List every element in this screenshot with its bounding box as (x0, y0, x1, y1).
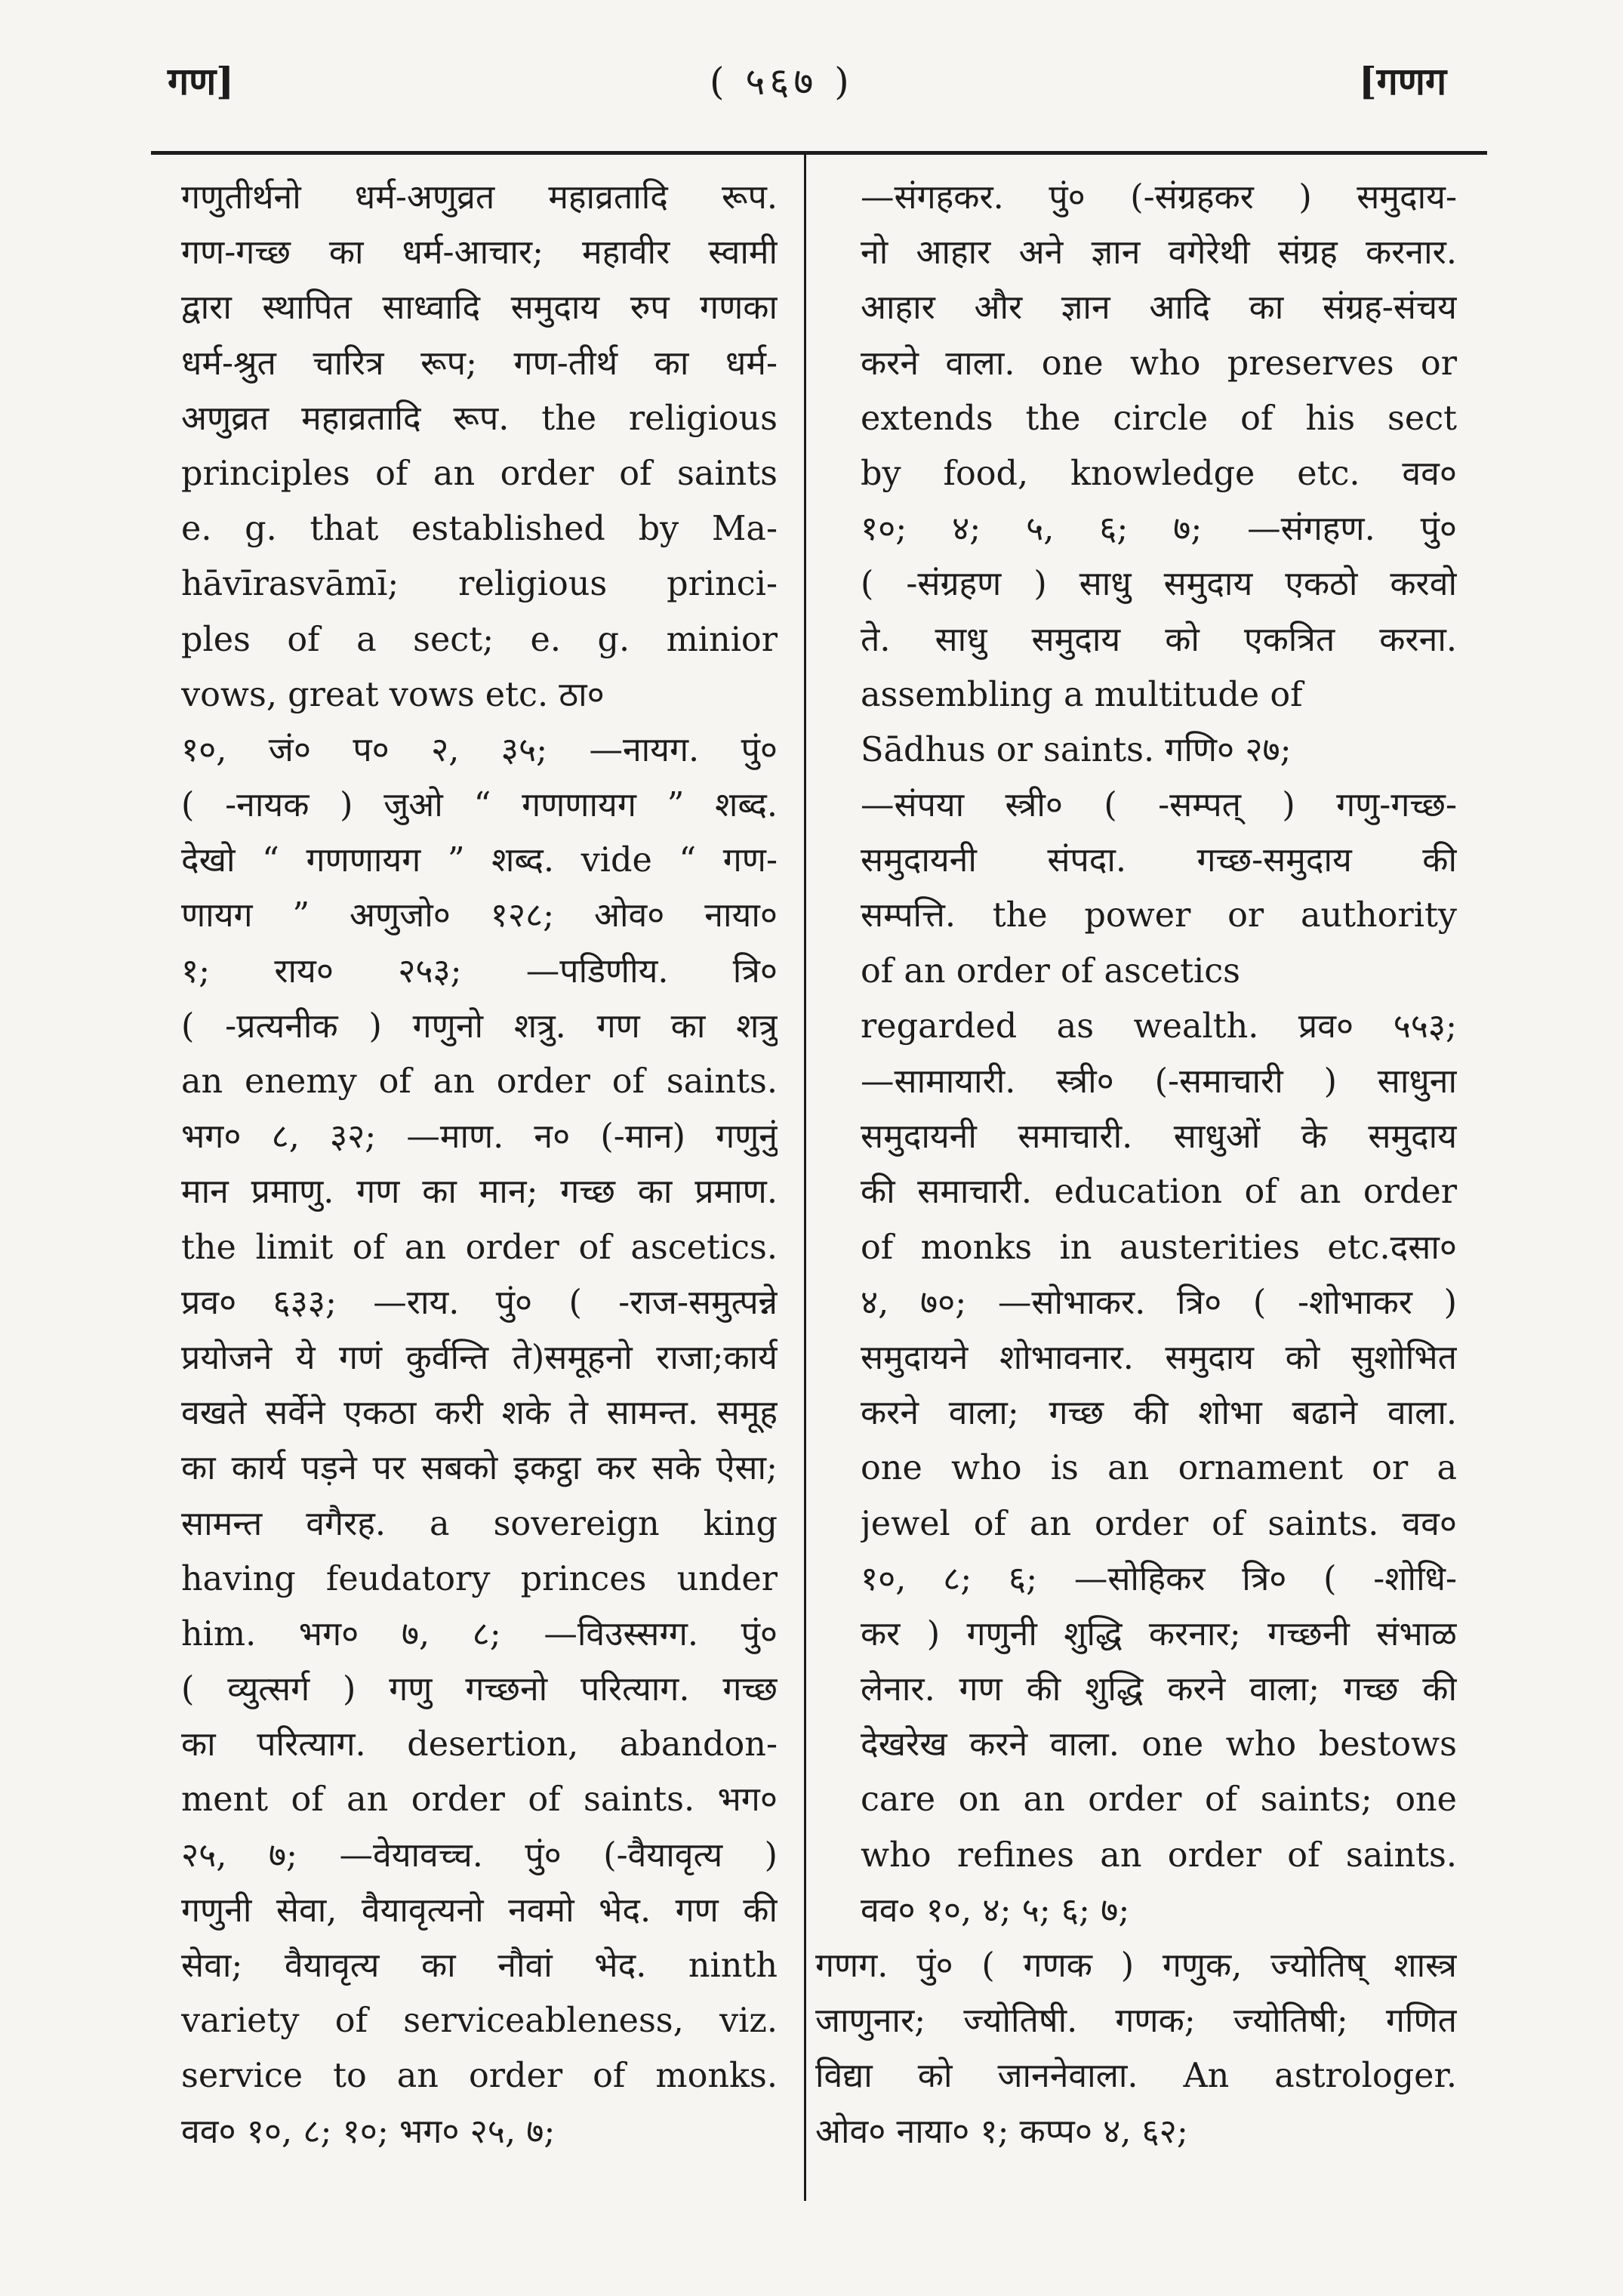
text-line: प्रयोजने ये गणं कुर्वन्ति ते)समूहनो राजा;कार्य (181, 1338, 778, 1377)
text-line: का कार्य पड़ने पर सबको इकट्ठा कर सके ऐसा; (181, 1449, 778, 1488)
text-line: ples of a sect; e. g. minior (181, 620, 778, 659)
text-line: ( -नायक ) जुओ “ गणणायग ” शब्द. (181, 786, 778, 825)
text-line: वखते सर्वेने एकठा करी शके ते सामन्त. समूह (181, 1394, 778, 1433)
text-line: विद्या को जाननेवाला. An astrologer. (815, 2057, 1457, 2096)
text-line: an enemy of an order of saints. (181, 1062, 778, 1101)
text-line: समुदायनी संपदा. गच्छ-समुदाय की (861, 841, 1457, 880)
text-line: extends the circle of his sect (861, 399, 1457, 438)
text-line: having feudatory princes under (181, 1559, 778, 1598)
text-line: जाणुनार; ज्योतिषी. गणक; ज्योतिषी; गणित (815, 2002, 1457, 2041)
text-line: ( -संग्रहण ) साधु समुदाय एकठो करवो (861, 565, 1457, 604)
text-line: of monks in austerities etc.दसा० (861, 1228, 1457, 1267)
text-line: jewel of an order of saints. वव० (861, 1504, 1457, 1543)
text-line: care on an order of saints; one (861, 1780, 1457, 1820)
text-line: कर ) गणुनी शुद्धि करनार; गच्छनी संभाळ (861, 1614, 1457, 1653)
text-line: धर्म-श्रुत चारित्र रूप; गण-तीर्थ का धर्म- (181, 344, 778, 383)
text-line: ओव० नाया० १; कप्प० ४, ६२; (815, 2112, 1188, 2151)
text-line: —संगहकर. पुं० (-संग्रहकर ) समुदाय- (861, 178, 1457, 217)
text-line: देखरेख करने वाला. one who bestows (861, 1725, 1457, 1764)
text-line: वव० १०, ४; ५; ६; ७; (861, 1891, 1130, 1930)
text-line: करने वाला. one who preserves or (861, 344, 1457, 383)
text-line: Sādhus or saints. गणि० २७; (861, 730, 1292, 769)
text-line: मान प्रमाणु. गण का मान; गच्छ का प्रमाण. (181, 1173, 778, 1212)
text-line: १०, ८; ६; —सोहिकर त्रि० ( -शोधि- (861, 1559, 1457, 1598)
left-column (181, 170, 778, 2159)
text-line: णायग ” अणुजो० १२८; ओव० नाया० (181, 896, 778, 935)
text-line: who refines an order of saints. (861, 1835, 1457, 1875)
text-line: सेवा; वैयावृत्य का नौवां भेद. ninth (181, 1946, 778, 1985)
header-left-entry: गण] (168, 59, 234, 103)
text-line: गणग. पुं० ( गणक ) गणुक, ज्योतिष् शास्त्र (815, 1946, 1457, 1985)
text-line: १०; ४; ५, ६; ७; —संगहण. पुं० (861, 510, 1457, 549)
text-line: ment of an order of saints. भग० (181, 1780, 778, 1820)
text-line: १०, जं० प० २, ३५; —नायग. पुं० (181, 730, 778, 769)
text-line: समुदायनी समाचारी. साधुओं के समुदाय (861, 1117, 1457, 1157)
header-right-entry: [गणग (1359, 59, 1447, 103)
text-line: द्वारा स्थापित साध्वादि समुदाय रुप गणका (181, 288, 778, 328)
text-line: समुदायने शोभावनार. समुदाय को सुशोभित (861, 1338, 1457, 1377)
text-line: अणुव्रत महाव्रतादि रूप. the religious (181, 399, 778, 438)
text-line: भग० ८, ३२; —माण. न० (-मान) गणुनुं (181, 1117, 778, 1157)
text-line: ते. साधु समुदाय को एकत्रित करना. (861, 620, 1457, 659)
text-line: e. g. that established by Ma- (181, 510, 778, 549)
text-line: नो आहार अने ज्ञान वगेरेथी संग्रह करनार. (861, 233, 1457, 273)
page-number: ( ५६७ ) (710, 60, 854, 103)
text-line: गणुनी सेवा, वैयावृत्यनो नवमो भेद. गण की (181, 1891, 778, 1930)
column-divider (804, 155, 806, 2201)
text-line: २५, ७; —वेयावच्च. पुं० (-वैयावृत्य ) (181, 1835, 778, 1875)
page-header (0, 54, 1623, 122)
text-line: principles of an order of saints (181, 454, 778, 493)
text-line: ४, ७०; —सोभाकर. त्रि० ( -शोभाकर ) (861, 1283, 1457, 1322)
text-line: assembling a multitude of (861, 675, 1303, 714)
text-line: by food, knowledge etc. वव० (861, 454, 1457, 493)
text-line: की समाचारी. education of an order (861, 1173, 1457, 1212)
text-line: करने वाला; गच्छ की शोभा बढाने वाला. (861, 1394, 1457, 1433)
text-line: गण-गच्छ का धर्म-आचार; महावीर स्वामी (181, 233, 778, 273)
text-line: १; राय० २५३; —पडिणीय. त्रि० (181, 951, 778, 991)
text-line: गणुतीर्थनो धर्म-अणुव्रत महाव्रतादि रूप. (181, 178, 778, 217)
text-line: hāvīrasvāmī; religious princi- (181, 565, 778, 604)
text-line: variety of serviceableness, viz. (181, 2002, 778, 2041)
text-line: ( -प्रत्यनीक ) गणुनो शत्रु. गण का शत्रु (181, 1006, 778, 1046)
text-line: —संपया स्त्री० ( -सम्पत् ) गणु-गच्छ- (861, 786, 1457, 825)
right-column (815, 170, 1457, 2159)
text-line: the limit of an order of ascetics. (181, 1228, 778, 1267)
text-line: ( व्युत्सर्ग ) गणु गच्छनो परित्याग. गच्छ (181, 1670, 778, 1709)
text-line: regarded as wealth. प्रव० ५५३; (861, 1006, 1457, 1046)
text-line: —सामायारी. स्त्री० (-समाचारी ) साधुना (861, 1062, 1457, 1101)
text-line: प्रव० ६३३; —राय. पुं० ( -राज-समुत्पन्ने (181, 1283, 778, 1322)
text-line: him. भग० ७, ८; —विउस्सग्ग. पुं० (181, 1614, 778, 1653)
text-line: का परित्याग. desertion, abandon- (181, 1725, 778, 1764)
text-line: सम्पत्ति. the power or authority (861, 896, 1457, 935)
text-line: देखो “ गणणायग ” शब्द. vide “ गण- (181, 841, 778, 880)
header-rule (151, 151, 1487, 155)
text-line: vows, great vows etc. ठा० (181, 675, 605, 714)
text-line: सामन्त वगैरह. a sovereign king (181, 1504, 778, 1543)
text-line: वव० १०, ८; १०; भग० २५, ७; (181, 2112, 556, 2151)
text-line: service to an order of monks. (181, 2057, 778, 2096)
text-line: आहार और ज्ञान आदि का संग्रह-संचय (861, 288, 1457, 328)
text-line: लेनार. गण की शुद्धि करने वाला; गच्छ की (861, 1670, 1457, 1709)
text-line: one who is an ornament or a (861, 1449, 1457, 1488)
text-line: of an order of ascetics (861, 951, 1240, 991)
